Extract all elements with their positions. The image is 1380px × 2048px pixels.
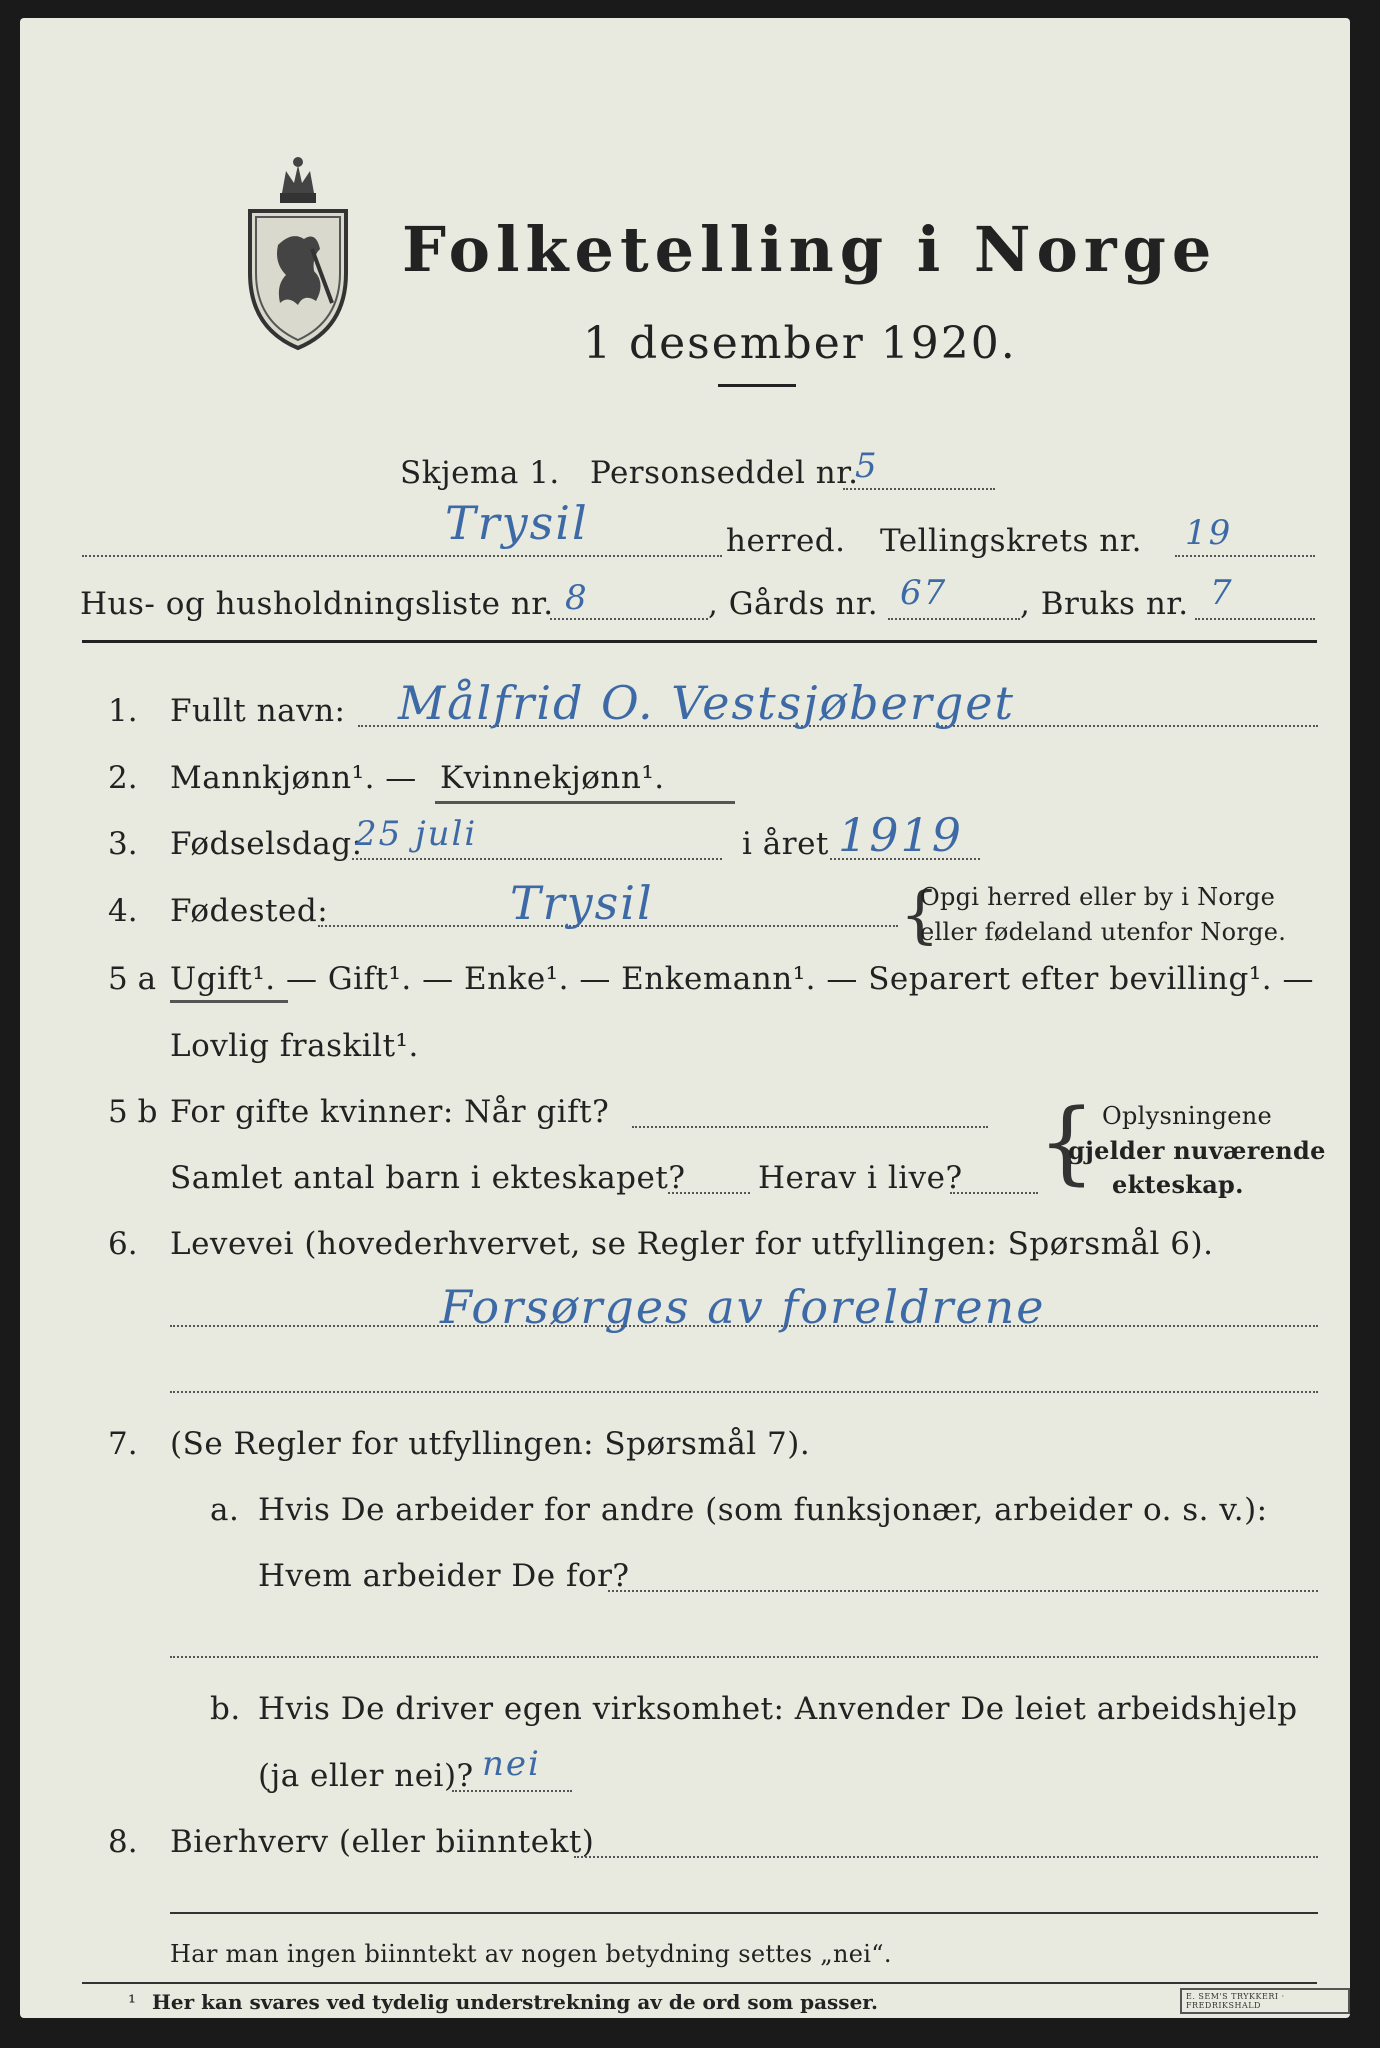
q5a-ugift-underline [170,1000,288,1003]
q5b-note-line1: Oplysningene [1102,1102,1273,1130]
hus-field-line [550,618,708,620]
q8-number: 8. [108,1824,138,1860]
q2-female-option[interactable]: Kvinnekjønn¹. [440,760,665,796]
q7b-line1: Hvis De driver egen virksomhet: Anvender De leiet arbeidshjelp [258,1691,1298,1727]
hus-label: Hus- og husholdningsliste nr. [80,586,554,622]
q2-female-underline [435,801,735,804]
q5a-other-options[interactable]: — Gift¹. — Enke¹. — Enkemann¹. — Separert efter bevilling¹. — [286,961,1314,997]
q7a-employer-label: Hvem arbeider De for? [258,1558,630,1594]
bruks-field-line [1195,618,1315,620]
bruks-label: , Bruks nr. [1020,586,1189,622]
q5b-married-when-field-line [632,1126,988,1128]
q4-label: Fødested: [170,893,329,929]
q4-note-brace: { [900,878,940,951]
q5b-note-line2: gjelder nuværende [1068,1136,1326,1165]
herred-value[interactable]: Trysil [445,496,589,550]
title-divider [718,384,796,387]
q3-year-value[interactable]: 1919 [838,808,964,862]
form-date: 1 desember 1920. [583,318,1017,369]
q5b-note-line3: ekteskap. [1112,1170,1244,1199]
q8-bottom-rule [170,1912,1318,1914]
gards-label: , Gårds nr. [708,586,879,622]
q4-number: 4. [108,893,138,929]
q6-field-line-2 [170,1391,1318,1393]
q2-male-option[interactable]: Mannkjønn¹. — [170,760,417,796]
q7-number: 7. [108,1426,138,1462]
q4-note-line2: eller fødeland utenfor Norge. [920,918,1287,946]
q7a-employer-field-line-2 [170,1656,1318,1658]
q3-field-line [352,858,722,860]
q5b-note-brace: { [1038,1090,1096,1195]
footnote-mark: ¹ [128,1990,137,2014]
q6-label: Levevei (hovederhvervet, se Regler for utfyllingen: Spørsmål 6). [170,1226,1214,1262]
gards-field-line [888,618,1020,620]
form-title: Folketelling i Norge [402,213,1218,286]
q5b-married-when-label: For gifte kvinner: Når gift? [170,1094,610,1130]
q8-note: Har man ingen biinntekt av nogen betydning settes „nei“. [170,1940,892,1968]
q7b-yes-no-field-line [452,1790,572,1792]
q3-number: 3. [108,826,138,862]
gards-value[interactable]: 67 [900,573,948,613]
q8-label: Bierhverv (eller biinntekt) [170,1824,595,1860]
q8-field-line [574,1856,1318,1858]
q5a-number: 5 a [108,961,157,997]
q5b-children-label: Samlet antal barn i ekteskapet? [170,1160,686,1196]
q6-number: 6. [108,1226,138,1262]
q5a-ugift-option[interactable]: Ugift¹. [170,961,276,997]
tellingskrets-value[interactable]: 19 [1185,513,1233,553]
q7-label: (Se Regler for utfyllingen: Spørsmål 7). [170,1426,811,1462]
q7a-employer-field-line [608,1590,1318,1592]
herred-label: herred. [726,523,846,559]
tellingskrets-label: Tellingskrets nr. [880,523,1142,559]
q2-number: 2. [108,760,138,796]
q5a-divorced-option[interactable]: Lovlig fraskilt¹. [170,1028,419,1064]
printer-stamp: E. SEM'S TRYKKERI · FREDRIKSHALD [1180,1988,1350,2014]
q7b-yes-no-label: (ja eller nei)? [258,1758,474,1794]
header-divider [82,640,1317,643]
q1-full-name-value[interactable]: Målfrid O. Vestsjøberget [398,676,1015,730]
footnote-rule [82,1982,1317,1984]
q1-label: Fullt navn: [170,693,346,729]
q3-birthday-value[interactable]: 25 juli [355,814,478,854]
personseddel-value[interactable]: 5 [855,446,879,486]
q3-year-label: i året [742,826,829,862]
hus-value[interactable]: 8 [565,578,589,618]
q5b-children-field-line [668,1192,750,1194]
q4-birthplace-value[interactable]: Trysil [510,876,654,930]
herred-field-line [82,555,722,557]
q7a-letter: a. [210,1492,240,1528]
bruks-value[interactable]: 7 [1210,573,1234,613]
q7a-line1: Hvis De arbeider for andre (som funksjonær, arbeider o. s. v.): [258,1492,1268,1528]
q6-field-line-1 [170,1325,1318,1327]
tellingskrets-field-line [1175,555,1315,557]
q6-occupation-value[interactable]: Forsørges av foreldrene [440,1280,1046,1334]
q4-note-line1: Opgi herred eller by i Norge [920,883,1276,911]
q5b-alive-field-line [950,1192,1038,1194]
q5b-alive-label: Herav i live? [758,1160,963,1196]
q1-number: 1. [108,693,138,729]
q7b-letter: b. [210,1691,241,1727]
q3-label: Fødselsdag: [170,826,363,862]
norway-coat-of-arms-icon [242,153,354,353]
personseddel-field-line [843,488,995,490]
skjema-label: Skjema 1. [400,455,560,491]
q5b-number: 5 b [108,1094,158,1130]
q7b-yes-no-value[interactable]: nei [482,1744,541,1784]
footnote-text: Her kan svares ved tydelig understrekning av de ord som passer. [152,1990,878,2014]
census-form-sheet [20,18,1350,2018]
personseddel-label: Personseddel nr. [590,455,859,491]
